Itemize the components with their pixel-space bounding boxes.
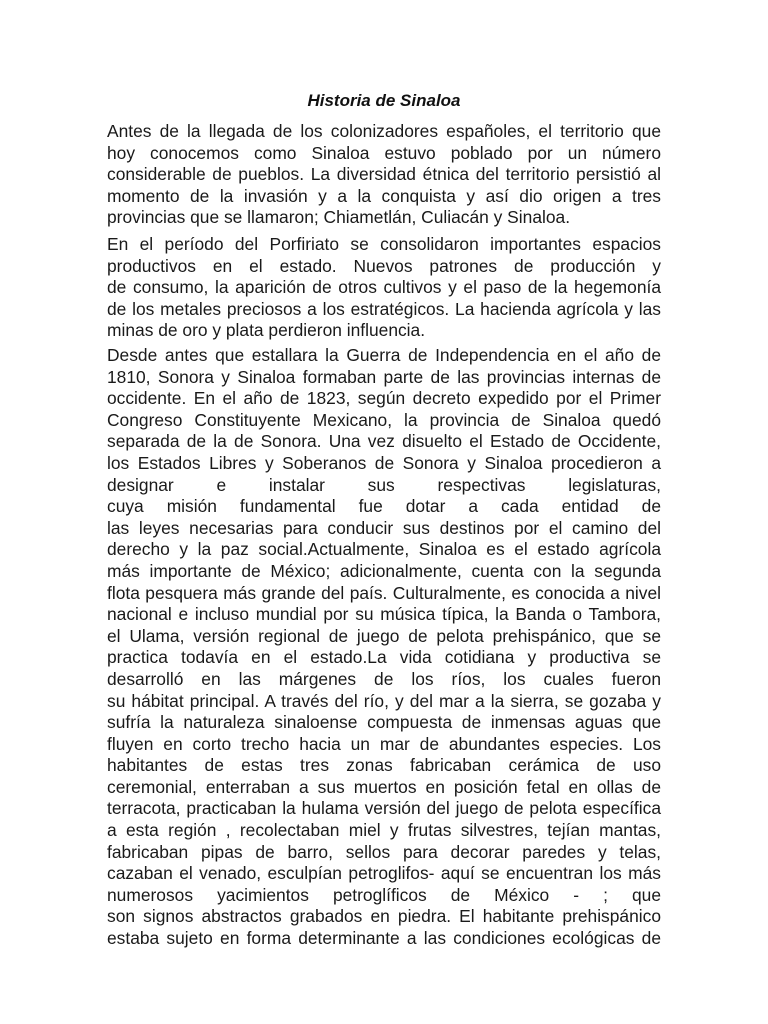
text-line: considerable de pueblos. La diversidad étnica del territorio persistió al: [107, 164, 661, 185]
text-line: occidente. En el año de 1823, según decreto expedido por el Primer: [107, 388, 661, 409]
document-title: Historia de Sinaloa: [307, 91, 461, 110]
text-line: derecho y la paz social.Actualmente, Sinaloa es el estado agrícola: [107, 539, 661, 560]
text-line: Antes de la llegada de los colonizadores españoles, el territorio que: [107, 121, 661, 141]
text-line: separada de la de Sonora. Una vez disuelto el Estado de Occidente,: [107, 431, 661, 452]
paragraph-porfiriato: [107, 234, 661, 342]
text-line: minas de oro y plata perdieron influencia.: [107, 320, 426, 341]
text-line: numerosos yacimientos petroglíficos de México - ; que: [107, 884, 661, 905]
text-line: Desde antes que estallara la Guerra de Independencia en el año de: [107, 345, 661, 365]
text-line: En el período del Porfiriato se consolidaron importantes espacios: [107, 234, 661, 254]
text-line: cazaban el venado, esculpían petroglifos- aquí se encuentran los más: [107, 863, 661, 884]
text-line: desarrolló en las márgenes de los ríos, los cuales fueron: [107, 668, 661, 689]
text-line: terracota, practicaban la hulama versión del juego de pelota específica: [107, 798, 661, 819]
text-line: ceremonial, enterraban a sus muertos en posición fetal en ollas de: [107, 776, 661, 797]
text-line: cuya misión fundamental fue dotar a cada entidad de: [107, 496, 661, 517]
text-line: de los metales preciosos a los estratégicos. La hacienda agrícola y las: [107, 298, 661, 319]
text-line: 1810, Sonora y Sinaloa formaban parte de las provincias internas de: [107, 366, 661, 387]
text-line: flota pesquera más grande del país. Culturalmente, es conocida a nivel: [107, 582, 661, 603]
text-line: fluyen en corto trecho hacia un mar de abundantes especies. Los: [107, 733, 661, 754]
text-line: designar e instalar sus respectivas legislaturas,: [107, 474, 661, 495]
paragraph-precolonial: [107, 121, 661, 229]
text-line: el Ulama, versión regional de juego de pelota prehispánico, que se: [107, 625, 661, 646]
text-line: habitantes de estas tres zonas fabricaban cerámica de uso: [107, 755, 661, 776]
text-line: provincias que se llamaron; Chiametlán, Culiacán y Sinaloa.: [107, 207, 571, 228]
text-line: productivos en el estado. Nuevos patrones de producción y: [107, 255, 661, 276]
text-line: nacional e incluso mundial por su música típica, la Banda o Tambora,: [107, 604, 661, 625]
paragraph-independencia: [107, 345, 661, 950]
text-line: Congreso Constituyente Mexicano, la provincia de Sinaloa quedó: [107, 409, 661, 430]
text-line: a esta región , recolectaban miel y frutas silvestres, tejían mantas,: [107, 820, 661, 841]
text-line: de consumo, la aparición de otros cultivos y el paso de la hegemonía: [107, 277, 661, 298]
text-line: las leyes necesarias para conducir sus destinos por el camino del: [107, 517, 661, 538]
text-line: más importante de México; adicionalmente, cuenta con la segunda: [107, 560, 661, 581]
text-line: sufría la naturaleza sinaloense compuesta de inmensas aguas que: [107, 712, 661, 733]
text-line: son signos abstractos grabados en piedra. El habitante prehispánico: [107, 906, 661, 927]
text-line: hoy conocemos como Sinaloa estuvo poblado por un número: [107, 142, 661, 163]
text-line: practica todavía en el estado.La vida cotidiana y productiva se: [107, 647, 661, 668]
text-line: fabricaban pipas de barro, sellos para decorar paredes y telas,: [107, 841, 661, 862]
text-line: momento de la invasión y a la conquista y así dio origen a tres: [107, 185, 661, 206]
text-line: estaba sujeto en forma determinante a las condiciones ecológicas de: [107, 928, 661, 949]
text-line: su hábitat principal. A través del río, y del mar a la sierra, se gozaba y: [107, 690, 661, 711]
text-line: los Estados Libres y Soberanos de Sonora y Sinaloa procedieron a: [107, 452, 661, 473]
